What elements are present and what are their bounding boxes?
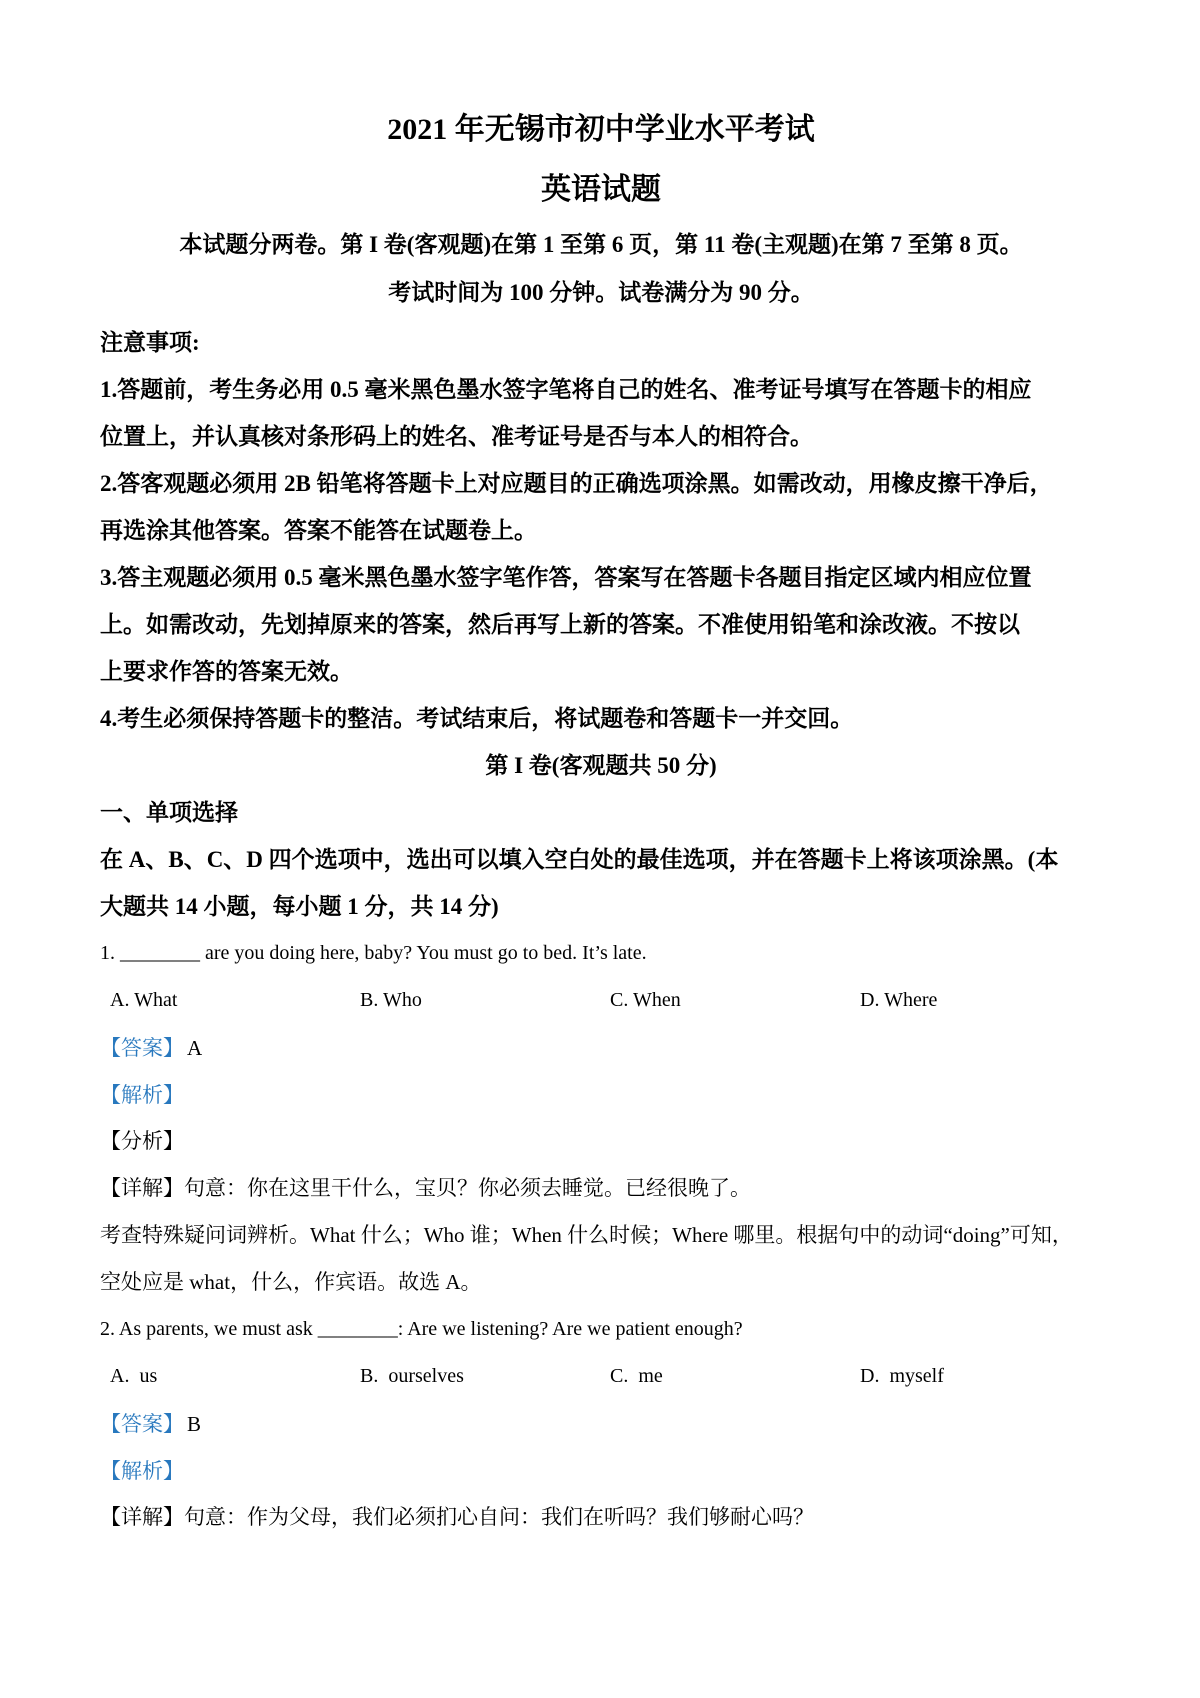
paper-structure-note: 本试题分两卷。第 I 卷(客观题)在第 1 至第 6 页，第 11 卷(主观题)在第 7 至第 8 页。: [179, 232, 1023, 257]
question-1-answer-value: A: [187, 1036, 203, 1060]
question-2-answer-row: [100, 1400, 1102, 1447]
notes-line-2: 位置上，并认真核对条形码上的姓名、准考证号是否与本人的相符合。: [100, 424, 813, 449]
notes-line-8: 4.考生必须保持答题卡的整洁。考试结束后，将试题卷和答题卡一并交回。: [100, 706, 854, 731]
question-1-detail-row: [100, 1165, 1102, 1212]
question-1-option-c: C. When: [610, 989, 681, 1011]
question-2-option-d: D. myself: [860, 1365, 944, 1387]
question-1-fenxi-row: [100, 1118, 1102, 1165]
answer-label: 【答案】: [100, 1412, 184, 1436]
section1-heading: 一、单项选择: [100, 800, 238, 825]
question-1-option-d: D. Where: [860, 989, 938, 1011]
section1-desc-line-2: 大题共 14 小题，每小题 1 分，共 14 分): [100, 894, 499, 919]
question-2-stem: 2. As parents, we must ask ________: Are we listening? Are we patient enough?: [100, 1318, 743, 1340]
question-2-analysis-row: [100, 1447, 1102, 1494]
question-1-option-b: B. Who: [360, 989, 422, 1011]
notes-line-6: 上。如需改动，先划掉原来的答案，然后再写上新的答案。不准使用铅笔和涂改液。不按以: [100, 612, 1020, 637]
exam-title: 2021 年无锡市初中学业水平考试: [387, 113, 815, 146]
notes-line-7: 上要求作答的答案无效。: [100, 659, 353, 684]
exam-subject-title: 英语试题: [541, 173, 661, 206]
fenxi-label: 【分析】: [100, 1129, 184, 1153]
question-2-option-b: B. ourselves: [360, 1365, 464, 1387]
notes-line-1: 1.答题前，考生务必用 0.5 毫米黑色墨水签字笔将自己的姓名、准考证号填写在答题卡的相应: [100, 377, 1032, 402]
question-2-options: [100, 1353, 1102, 1400]
question-1-options: [100, 977, 1102, 1024]
question-2-answer-value: B: [187, 1412, 202, 1436]
question-1-analysis-row: [100, 1071, 1102, 1118]
notes-heading: 注意事项:: [100, 330, 200, 355]
notes-line-4: 再选涂其他答案。答案不能答在试题卷上。: [100, 518, 537, 543]
question-1-option-a: A. What: [110, 989, 178, 1011]
answer-label: 【答案】: [100, 1036, 184, 1060]
question-2-detail-text: 句意：作为父母，我们必须扪心自问：我们在听吗？我们够耐心吗？: [184, 1505, 814, 1529]
question-1-answer-row: [100, 1024, 1102, 1071]
analysis-label: 【解析】: [100, 1083, 184, 1107]
question-1-analysis-line-1: 考查特殊疑问词辨析。What 什么；Who 谁；When 什么时候；Where 哪里。根据句中的动词“doing”可知，: [100, 1223, 1073, 1247]
time-score-note: 考试时间为 100 分钟。试卷满分为 90 分。: [388, 280, 814, 305]
question-2-option-c: C. me: [610, 1365, 663, 1387]
notes-line-5: 3.答主观题必须用 0.5 毫米黑色墨水签字笔作答，答案写在答题卡各题目指定区域内相应位置: [100, 565, 1032, 590]
detail-label: 【详解】: [100, 1176, 184, 1200]
section1-desc-line-1: 在 A、B、C、D 四个选项中，选出可以填入空白处的最佳选项，并在答题卡上将该项涂黑。(本: [100, 847, 1059, 872]
question-1-detail-text: 句意：你在这里干什么，宝贝？你必须去睡觉。已经很晚了。: [184, 1176, 751, 1200]
detail-label: 【详解】: [100, 1505, 184, 1529]
analysis-label: 【解析】: [100, 1459, 184, 1483]
notes-line-3: 2.答客观题必须用 2B 铅笔将答题卡上对应题目的正确选项涂黑。如需改动，用橡皮擦干净后，: [100, 471, 1053, 496]
question-2-detail-row: [100, 1494, 1102, 1541]
question-1-stem: 1. ________ are you doing here, baby? You must go to bed. It’s late.: [100, 942, 647, 964]
part1-heading: 第 I 卷(客观题共 50 分): [485, 753, 717, 778]
question-1-analysis-line-2: 空处应是 what，什么，作宾语。故选 A。: [100, 1270, 482, 1294]
question-2-option-a: A. us: [110, 1365, 158, 1387]
